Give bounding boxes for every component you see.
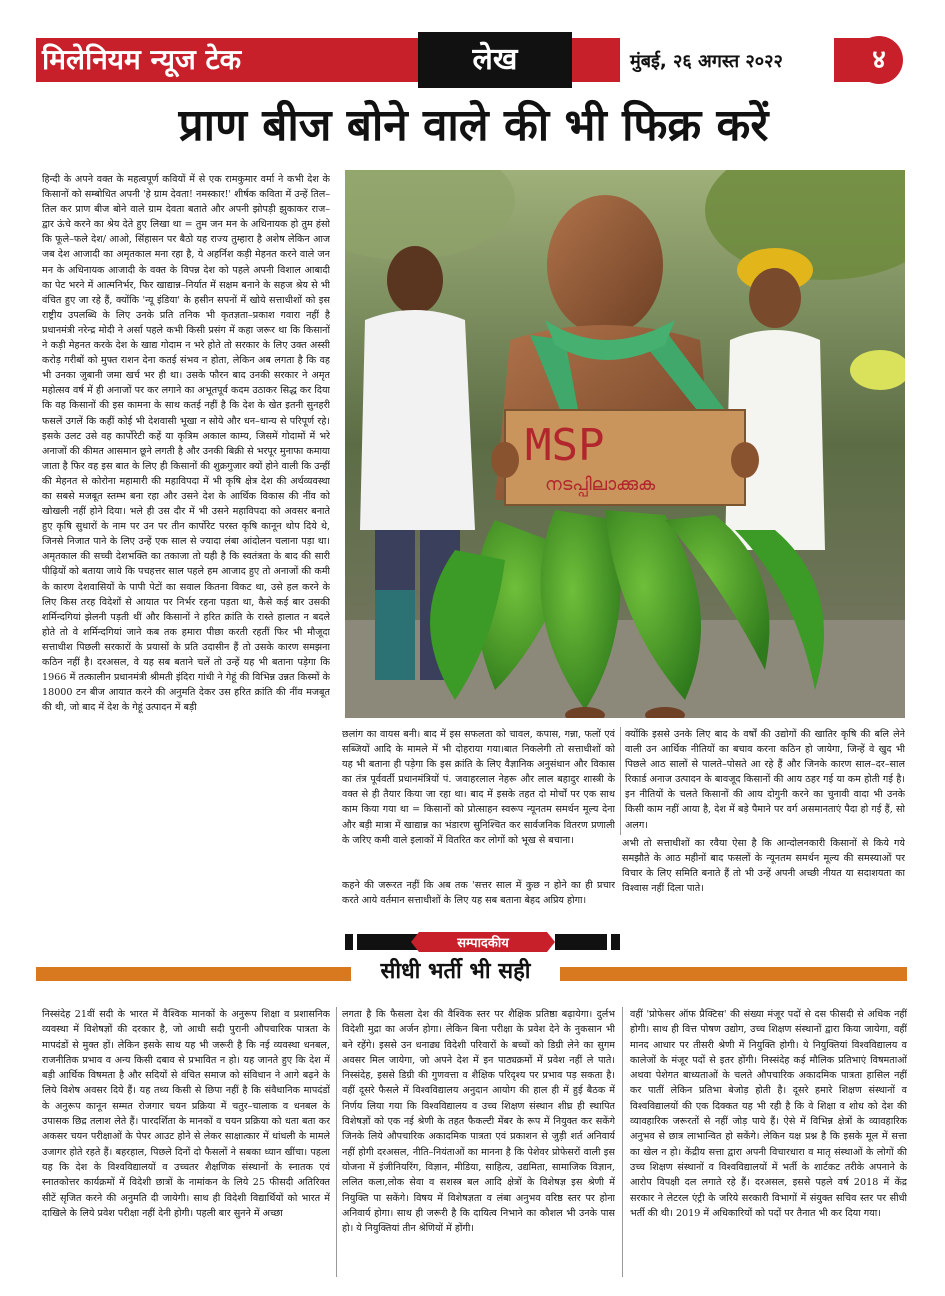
masthead-brand: मिलेनियम न्यूज टेक — [42, 43, 242, 76]
article-column-4: अभी तो सत्ताधीशों का रवैया ऐसा है कि आन्दोलनकारी किसानों से किये गये समझौते के आठ महीनों बाद फसलों के न्यूनतम समर्थन मूल्य की समस्याओं पर विचार के लिए समिति बनाते हैं तो भी उन्हें अपनी अच्छी नीयत या सदाशयता का विश्वास नहीं दिला पाते। — [622, 838, 905, 895]
editorial-column-1: निस्संदेह 21वीं सदी के भारत में वैश्विक मानकों के अनुरूप शिक्षा व प्रशासनिक व्यवस्था में विशेषज्ञों की दरकार है, जो आधी सदी पुरानी औपचारिक पात्रता के मापदंडों से मुक्त हों। लेकिन इसके साथ यह भी जरूरी है कि नई व्यवस्था धनबल, राजनीतिक प्रभाव व अन्य किसी दबाव से प्रभावित न हो। यह जानते हुए कि देश में बड़ी आर्थिक विषमता है और सदियों से वंचित समाज को संविधान ने आगे बढ़ने के लिये विशेष अवसर दिये हैं। यह तथ्य किसी से छिपा नहीं है कि संवैधानिक मापदंडों के अनुरूप कानून सम्मत रोजगार चयन प्रक्रिया में चतुर–चालाक व धनबल के उपासक छिद्र तलाश लेते हैं। पारदर्शिता के मानकों व चयन प्रक्रिया को धता बता कर अकसर चयन परीक्षाओं के पेपर आउट होने से लेकर साक्षात्कार में धांधली के मामले उजागर होते रहते हैं। बहरहाल, पिछले दिनों दो फैसलों ने सबका ध्यान खींचा। पहला यह कि देश के विश्वविद्यालयों व उच्चतर शैक्षणिक संस्थानों के स्नातक एवं स्नातकोत्तर कार्यक्रमों में विदेशी छात्रों के नामांकन के लिये 25 फीसदी अतिरिक्त सीटें सृजित करने की अनुमति दी जायेगी। साथ ही विदेशी विद्यार्थियों को भारत में दाखिले के लिये प्रवेश परीक्षा नहीं देनी होगी। पहली बार सुनने में अच्छा — [42, 1009, 330, 1219]
section-label: लेख — [418, 32, 572, 88]
article-column-3: क्योंकि इससे उनके लिए बाद के वर्षों की उद्योगों की खातिर कृषि की बलि लेने वाली उन आर्थिक नीतियों का बचाव करना कठिन हो जायेगा, जिन्हें वे खुद भी पिछले आठ सालों से पालते–पोसते आ रहे हैं और जिनके कारण साल–दर–साल रिकार्ड अनाज उत्पादन के बावजूद किसानों की आय ठहर गई या कम होती गई है। इन नीतियों के चलते किसानों की आय दोगुनी करने का चुनावी वादा भी उनके किसी काम नहीं आया है, देश में बड़े पैमाने पर वर्ग असमानताएं पैदा हो गई हैं, सो अलग। — [625, 729, 905, 831]
editorial-label: सम्पादकीय — [457, 936, 509, 951]
article-column-2-end: कहने की जरूरत नहीं कि अब तक 'सत्तर साल में कुछ न होने का ही प्रचार करते आये वर्तमान सत्ताधीशों के लिए यह सब बताना बेहद अप्रिय होगा। — [342, 880, 615, 907]
editorial-rule-1 — [336, 1007, 337, 1277]
editorial-right-bar — [560, 967, 907, 981]
article-column-1: हिन्दी के अपने वक्त के महत्वपूर्ण कवियों में से एक रामकुमार वर्मा ने कभी देश के किसानों को सम्बोधित अपनी 'हे ग्राम देवता! नमस्कार!' शीर्षक कविता में उन्हें तिल–तिल कर प्राण बीज बोने वाले ग्राम देवता बताते और अपनी झोपड़ी झुकाकर राज–द्वार ऊंचे करने का श्रेय देते हुए लिखा था = तुम जन मन के अधिनायक हो तुम हंसो कि फूले–फले देश/ आओ, सिंहासन पर बैठो यह राज्य तुम्हारा है अशेष लेकिन आज जब देश आजादी का अमृतकाल मना रहा है, ये अहर्निश कड़ी मेहनत करने वाले जन मन के अधिनायक आजादी के वक्त के विपन्न देश को पहले अपनी विशाल आबादी का पेट भरने में आत्मनिर्भर, फिर खाद्यान्न–निर्यात में सक्षम बनाने के सहज श्रेय से भी वंचित हुए जा रहे हैं, क्योंकि 'न्यू इंडिया' के हसीन सपनों में खोये सत्ताधीशों को इस राष्ट्रीय उपलब्धि के लिए उनके प्रति तनिक भी कृतज्ञता–प्रकाश गवारा नहीं है प्रधानमंत्री नरेन्द्र मोदी ने अर्सा पहले कभी किसी प्रसंग में कहा जरूर था कि किसानों ने कड़ी मेहनत करके देश के खाद्य गोदाम न भरे होते तो सरकार के लिए उक्त अस्सी करोड़ गरीबों को मुफ्त राशन देना कतई संभव न होता, लेकिन अब लगता है कि वह भी उनका जुबानी जमा खर्च भर ही था। उसके फौरन बाद उनकी सरकार ने अमृत महोत्सव वर्ष में ही अनाजों पर कर लगाने का अभूतपूर्व कदम उठाकर सिद्ध कर दिया कि वह किसानों की इस कामना के साथ कतई नहीं है कि देश के खेत इतनी सुनहरी फसलें उगलें कि कहीं कोई भी देशवासी भूखा न सोये और धन–धान्य से परिपूर्ण रहे। इसके उलट उसे वह कार्पोरेटी कहें या कृत्रिम अकाल काम्य, जिसमें गोदामों में भरे अनाजों की कीमत आसमान छूने लगती है और उनकी बिक्री से भरपूर मुनाफा कमाया जाता है फिर वह इस बात के लिए ही किसानों की शुक्रगुजार क्यों होने वाली कि उन्हीं की मेहनत से कोरोना महामारी की महाविपदा में भी कृषि क्षेत्र देश की अर्थव्यवस्था का सबसे मजबूत स्तम्भ बना रहा और उसने देश के आर्थिक विकास की नींव को खोखली नहीं होने दिया। भले ही उस दौर में भी उसने महाविपदा को अवसर बनाते हुए कृषि सुधारों के नाम पर उन पर तीन कार्पोरेट परस्त कृषि कानून थोप दिये थे, जिनसे निजात पाने के लिए उन्हें एक साल से ज्यादा लंबा आंदोलन चलाना पड़ा था।अमृतकाल की सच्ची देशभक्ति का तकाजा तो यही है कि स्वतंत्रता के बाद की सारी पीढ़ियों को बताया जाये कि पचहत्तर साल पहले हम आजाद हुए तो अनाजों की कमी के कारण देशवासियों के पापी पेटों का सवाल कितना विकट था, उसे हल करने के लिए किस तरह विदेशों से आयात पर निर्भर रहना पड़ता था, कैसे कई बार उसकी शर्मिन्दगियां झेलनी पड़ती थीं और किसानों ने हरित क्रांति के रास्ते हालात न बदले होते तो वे शर्मिन्दगियां जाने कब तक हमारा पीछा करती रहतीं फिर भी मौजूदा सत्ताधीश पिछली सरकारों के प्रयासों के प्रति उदासीन हैं तो उसके कारण समझना कठिन नहीं है। दरअसल, वे यह सब बताने चलें तो उन्हें यह भी बताना पड़ेगा कि 1966 में तत्कालीन प्रधानमंत्री श्रीमती इंदिरा गांधी ने गेहूं की विभिन्न उन्नत किस्मों के 18000 टन बीज आयात करने की अनुमति देकर उस हरित क्रांति की नींव मजबूत की थी, जो बाद में देश के गेहूं उत्पादन में बड़ी — [42, 174, 330, 714]
page-number: ४ — [855, 36, 903, 84]
farmer-protest-image — [345, 170, 905, 718]
editorial-column-3: वहीं 'प्रोफेसर ऑफ प्रैक्टिस' की संख्या मंजूर पदों से दस फीसदी से अधिक नहीं होगी। साथ ही वित्त पोषण उद्योग, उच्च शिक्षण संस्थानों द्वारा किया जायेगा, वहीं मानद आधार पर तीसरी श्रेणी में नियुक्ति होगी। ये नियुक्तियां विश्वविद्यालय व कालेजों के मंजूर पदों से इतर होंगी। निस्संदेह कई मौलिक प्रतिभाएं विषमताओं अथवा पेशेगत बाध्यताओं के चलते औपचारिक अकादमिक पात्रता हासिल नहीं कर पातीं लेकिन प्रतिभा बेजोड़ होती है। दूसरे हमारे शिक्षण संस्थानों व विश्वविद्यालयों की एक दिक्कत यह भी रही है कि वे शिक्षा व शोध को देश की व्यावहारिक जरूरतों से नहीं जोड़ पाये हैं। ऐसे में विभिन्न क्षेत्रों के व्यावहारिक अनुभव से छात्र लाभान्वित हो सकेंगे। लेकिन यक्ष प्रश्न है कि इसके मूल में सत्ता का खेल न हो। केंद्रीय सत्ता द्वारा अपनी विचारधारा व मातृ संस्थाओं के लोगों की उच्च शिक्षण संस्थानों व विश्वविद्यालयों में भर्ती के शार्टकट तरीके अपनाने के आरोप विपक्षी दल लगाते रहे हैं। दरअसल, इससे पहले वर्ष 2018 में केंद्र सरकार ने लेटरल एंट्री के जरिये सरकारी विभागों में संयुक्त सचिव स्तर पर सीधी भर्ती की थी। 2019 में अधिकारियों को पदों पर तैनात भी कर दिया गया। — [630, 1009, 907, 1219]
article-headline: प्राण बीज बोने वाले की भी फिक्र करें — [178, 100, 769, 151]
editorial-title: सीधी भर्ती भी सही — [380, 959, 531, 984]
editorial-label-bar — [345, 932, 620, 951]
editorial-column-2: लगता है कि फैसला देश की वैश्विक स्तर पर शैक्षिक प्रतिष्ठा बढ़ायेगा। दुर्लभ विदेशी मुद्रा का अर्जन होगा। लेकिन बिना परीक्षा के प्रवेश देने के नुकसान भी बने रहेंगे। इससे उन धनाढ्य विदेशी परिवारों के बच्चों को डिग्री लेने का सुगम अवसर मिल जायेगा, जो अपने देश में इन पाठ्यक्रमों में प्रवेश नहीं ले पाते। निस्संदेह, इससे डिग्री की गुणवत्ता व शैक्षिक परिदृश्य पर प्रभाव पड़ सकता है। वहीं दूसरे फैसले में विश्वविद्यालय अनुदान आयोग की हाल ही में हुई बैठक में निर्णय लिया गया कि विश्वविद्यालय व उच्च शिक्षण संस्थान शीघ्र ही स्थापित विशेषज्ञों को एक नई श्रेणी के तहत फैकल्टी मेंबर के रूप में नियुक्त कर सकेंगे जिनके लिये औपचारिक अकादमिक पात्रता एवं प्रकाशन से जुड़ी शर्त अनिवार्य नहीं होगी दरअसल, नीति–नियंताओं का मानना है कि पेशेवर प्रोफेसरों वाली इस योजना में इंजीनियरिंग, विज्ञान, मीडिया, साहित्य, उद्यमिता, सामाजिक विज्ञान, ललित कला,लोक सेवा व सशस्त्र बल आदि क्षेत्रों के विशेषज्ञ इस श्रेणी में नियुक्ति पा सकेंगे। विषय में विशेषज्ञता व लंबा अनुभव वरिष्ठ स्तर पर होना अनिवार्य होगा। साथ ही जरूरी है कि दायित्व निभाने का कौशल भी उनके पास हो। ये नियुक्तियां तीन श्रेणियों में होंगी। — [342, 1009, 615, 1235]
issue-date: मुंबई, २६ अगस्त २०२२ — [630, 51, 783, 72]
editorial-left-bar — [36, 967, 351, 981]
editorial-rule-2 — [622, 1007, 623, 1277]
sign-msp-text: MSP — [525, 420, 605, 471]
article-photo — [345, 170, 905, 718]
column-rule — [620, 727, 621, 835]
sign-malayalam-text: നടപ്പിലാക്കുക — [545, 474, 656, 495]
article-column-2: छलांग का वायस बनी। बाद में इस सफलता को चावल, कपास, गन्ना, फलों एवं सब्जियों आदि के मामले में भी दोहराया गया।बात निकलेगी तो सत्ताधीशों को यह भी बताना ही पड़ेगा कि इस क्रांति के लिए वैज्ञानिक अनुसंधान और विकास का तंत्र पूर्ववर्ती प्रधानमंत्रियों पं. जवाहरलाल नेहरू और लाल बहादुर शास्त्री के वक्त से ही तैयार किया जा रहा था। बाद में इसके तहत दो मोर्चों पर एक साथ काम किया गया था = किसानों को प्रोत्साहन स्वरूप न्यूनतम समर्थन मूल्य देना और बड़ी मात्रा में खाद्यान्न का भंडारण सुनिश्चित कर सार्वजनिक वितरण प्रणाली के जरिए कमी वाले इलाकों में वितरित कर लोगों को भूख से बचाना। — [342, 729, 615, 846]
